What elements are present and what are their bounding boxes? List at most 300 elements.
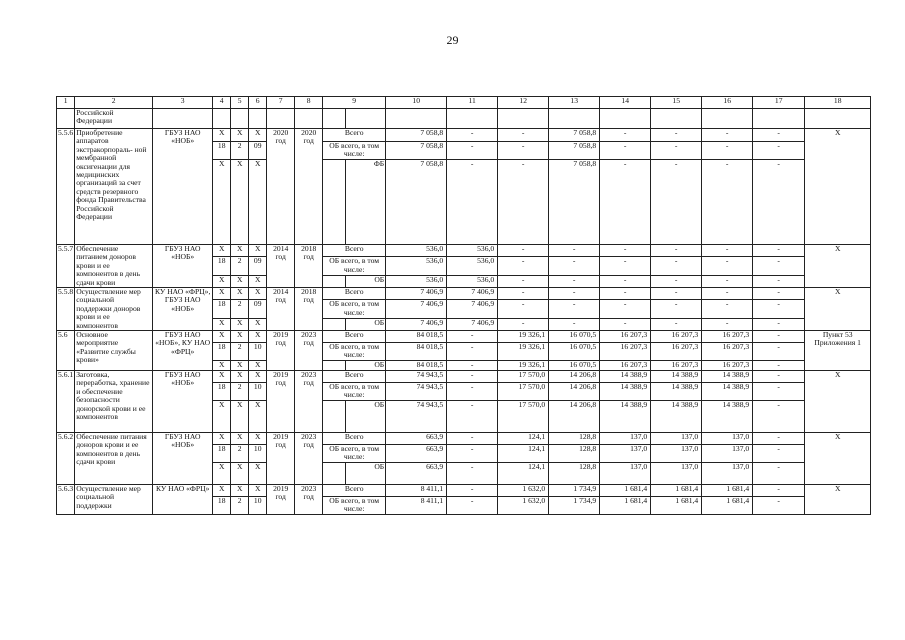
value-cell: - [753,318,805,330]
source-label: ОБ всего, в том числе: [323,383,386,401]
code-cell: 2 [231,142,249,160]
code-cell: X [231,275,249,287]
value-cell: - [498,300,549,318]
code-cell: 10 [249,445,267,463]
value-cell: - [702,129,753,142]
value-cell: 1 632,0 [498,497,549,515]
code-cell: 09 [249,257,267,275]
code-cell: 2 [231,383,249,401]
value-cell: 137,0 [702,463,753,485]
value-cell: - [753,245,805,257]
value-cell: 7 406,9 [386,288,447,300]
table-cell [295,109,323,129]
value-cell: - [600,257,651,275]
value-cell: - [651,300,702,318]
item-name: Основное мероприятие «Развитие службы крови» [75,331,153,371]
code-cell: X [249,129,267,142]
value-cell: 16 207,3 [702,331,753,343]
value-cell: 14 388,9 [651,383,702,401]
value-cell: 17 570,0 [498,401,549,433]
value-cell: 14 388,9 [600,401,651,433]
item-number: 5.6.1 [57,371,75,433]
value-cell: - [549,257,600,275]
code-cell: 2 [231,445,249,463]
code-cell: 2 [231,343,249,361]
value-cell: - [498,257,549,275]
code-cell: 10 [249,497,267,515]
code-cell: 10 [249,343,267,361]
item-number: 5.5.7 [57,245,75,288]
page-number: 29 [446,33,459,47]
value-cell: 1 681,4 [600,485,651,497]
value-cell: - [753,433,805,445]
item-executor: ГБУЗ НАО «НОБ», КУ НАО «ФРЦ» [153,331,213,371]
code-cell: 2 [231,497,249,515]
value-cell: 137,0 [600,463,651,485]
source-label: ОБ всего, в том числе: [323,142,386,160]
value-cell: - [498,288,549,300]
item-executor: ГБУЗ НАО «НОБ» [153,371,213,433]
value-cell: - [702,300,753,318]
value-cell: 536,0 [386,275,447,287]
value-cell: 74 943,5 [386,383,447,401]
value-cell: 14 388,9 [702,383,753,401]
value-cell: 536,0 [386,245,447,257]
start-year: 2019 год [267,371,295,433]
value-cell: - [651,142,702,160]
column-header: 12 [498,97,549,109]
item-executor: КУ НАО «ФРЦ», ГБУЗ НАО «НОБ» [153,288,213,331]
value-cell: 14 388,9 [702,401,753,433]
end-year: 2023 год [295,371,323,433]
code-cell: X [249,463,267,485]
code-cell: X [213,371,231,383]
code-cell: X [249,318,267,330]
source-label: Всего [323,331,386,343]
column-header: 9 [323,97,386,109]
code-cell: X [231,318,249,330]
value-cell: - [549,300,600,318]
code-cell: X [213,318,231,330]
column-header: 13 [549,97,600,109]
item-executor: ГБУЗ НАО «НОБ» [153,245,213,288]
code-cell: X [231,371,249,383]
end-year: 2018 год [295,288,323,331]
value-cell: 7 058,8 [549,160,600,245]
value-cell: 7 406,9 [386,318,447,330]
value-cell: - [447,463,498,485]
code-cell: X [231,433,249,445]
column-header: 6 [249,97,267,109]
item-executor: КУ НАО «ФРЦ» [153,485,213,515]
item-number: 5.6.3 [57,485,75,515]
table-row [57,433,871,445]
code-cell: X [249,433,267,445]
column-header: 18 [805,97,871,109]
value-cell: 7 058,8 [549,142,600,160]
source-label: ОБ [346,401,386,433]
value-cell: - [753,331,805,343]
value-cell: 536,0 [447,245,498,257]
code-cell: 18 [213,142,231,160]
value-cell: - [447,331,498,343]
value-cell: - [600,318,651,330]
header-row [57,97,871,109]
value-cell: - [498,245,549,257]
item-name: Заготовка, переработка, хранение и обеспечение безопасности донорской крови и ее компонентов [75,371,153,433]
source-indent [323,160,346,245]
source-indent [323,361,346,371]
value-cell: 19 326,1 [498,331,549,343]
value-cell: 8 411,1 [386,485,447,497]
table-cell [753,109,805,129]
value-cell: 17 570,0 [498,371,549,383]
value-cell: 663,9 [386,433,447,445]
value-cell: - [549,245,600,257]
value-cell: 84 018,5 [386,331,447,343]
code-cell: X [249,245,267,257]
value-cell: 16 070,5 [549,343,600,361]
value-cell: - [651,288,702,300]
value-cell: - [600,142,651,160]
code-cell: 18 [213,383,231,401]
column-header: 15 [651,97,702,109]
value-cell: - [498,129,549,142]
end-year: 2020 год [295,129,323,245]
column-header: 17 [753,97,805,109]
value-cell: 16 207,3 [600,331,651,343]
table-cell [213,109,231,129]
value-cell: 536,0 [447,257,498,275]
source-label: Всего [323,245,386,257]
code-cell: X [231,160,249,245]
table-cell [231,109,249,129]
column-header: 2 [75,97,153,109]
item-executor: ГБУЗ НАО «НОБ» [153,433,213,485]
code-cell: X [213,275,231,287]
table-row [57,371,871,383]
code-cell: 18 [213,257,231,275]
source-indent [323,275,346,287]
code-cell: X [213,245,231,257]
value-cell: 128,8 [549,463,600,485]
value-cell: 124,1 [498,463,549,485]
item-note: X [805,485,871,515]
code-cell: X [213,361,231,371]
code-cell: X [213,331,231,343]
value-cell: 16 207,3 [651,361,702,371]
item-executor: ГБУЗ НАО «НОБ» [153,129,213,245]
source-label: ОБ [346,463,386,485]
value-cell: 19 326,1 [498,361,549,371]
code-cell: 18 [213,497,231,515]
code-cell: X [213,160,231,245]
code-cell: X [249,401,267,433]
code-cell: X [213,401,231,433]
code-cell: 09 [249,142,267,160]
code-cell: 18 [213,343,231,361]
value-cell: - [753,463,805,485]
code-cell: X [231,463,249,485]
value-cell: 1 681,4 [651,485,702,497]
value-cell: 14 206,8 [549,383,600,401]
value-cell: - [447,445,498,463]
table-row [57,245,871,257]
table-row [57,109,871,129]
start-year: 2019 год [267,433,295,485]
source-label: Всего [323,129,386,142]
value-cell: 124,1 [498,445,549,463]
value-cell: 7 406,9 [386,300,447,318]
column-header: 1 [57,97,75,109]
value-cell: 74 943,5 [386,371,447,383]
value-cell: - [447,383,498,401]
value-cell: - [651,129,702,142]
value-cell: - [702,288,753,300]
source-label: ОБ [346,275,386,287]
value-cell: - [753,497,805,515]
value-cell: 128,8 [549,433,600,445]
source-indent [323,463,346,485]
value-cell: - [600,300,651,318]
value-cell: - [600,129,651,142]
column-header: 11 [447,97,498,109]
start-year: 2014 год [267,288,295,331]
value-cell: - [702,160,753,245]
code-cell: X [249,331,267,343]
value-cell: 137,0 [600,445,651,463]
value-cell: 7 406,9 [447,300,498,318]
table-row [57,129,871,142]
end-year: 2023 год [295,331,323,371]
value-cell: - [753,160,805,245]
code-cell: 09 [249,300,267,318]
value-cell: 137,0 [600,433,651,445]
value-cell: 16 207,3 [600,343,651,361]
code-cell: 2 [231,300,249,318]
start-year: 2014 год [267,245,295,288]
value-cell: - [753,257,805,275]
value-cell: 14 388,9 [651,401,702,433]
value-cell: - [600,288,651,300]
value-cell: 14 206,8 [549,371,600,383]
value-cell: - [549,318,600,330]
item-name: Обеспечение питанием доноров крови и ее компонентов в день сдачи крови [75,245,153,288]
code-cell: X [213,463,231,485]
value-cell: - [753,371,805,383]
source-label: Всего [323,485,386,497]
code-cell: X [249,371,267,383]
source-indent [323,318,346,330]
value-cell: 16 207,3 [702,361,753,371]
value-cell: - [498,160,549,245]
code-cell: X [249,485,267,497]
value-cell: 16 207,3 [651,331,702,343]
item-note: X [805,433,871,485]
column-header: 4 [213,97,231,109]
code-cell: 10 [249,383,267,401]
value-cell: - [651,318,702,330]
code-cell: X [249,275,267,287]
value-cell: 137,0 [651,463,702,485]
value-cell: 14 388,9 [702,371,753,383]
value-cell: 137,0 [702,445,753,463]
value-cell: - [753,401,805,433]
item-note: X [805,129,871,245]
value-cell: 536,0 [447,275,498,287]
table-cell [702,109,753,129]
value-cell: 14 388,9 [651,371,702,383]
value-cell: - [447,343,498,361]
value-cell: - [753,288,805,300]
value-cell: - [753,445,805,463]
value-cell: - [447,371,498,383]
value-cell: 7 058,8 [386,129,447,142]
value-cell: 1 632,0 [498,485,549,497]
value-cell: 1 681,4 [702,485,753,497]
code-cell: X [213,485,231,497]
value-cell: 14 388,9 [600,383,651,401]
value-cell: 7 058,8 [386,160,447,245]
value-cell: - [447,361,498,371]
column-header: 7 [267,97,295,109]
value-cell: - [702,142,753,160]
value-cell: - [753,485,805,497]
value-cell: - [651,245,702,257]
table-cell [600,109,651,129]
value-cell: 137,0 [651,433,702,445]
value-cell: 7 406,9 [447,318,498,330]
table-cell [249,109,267,129]
value-cell: 14 388,9 [600,371,651,383]
value-cell: 14 206,8 [549,401,600,433]
table-cell [346,109,386,129]
value-cell: 16 207,3 [600,361,651,371]
item-note: X [805,288,871,331]
table-cell [549,109,600,129]
value-cell: 16 207,3 [651,343,702,361]
value-cell: 1 734,9 [549,485,600,497]
value-cell: 663,9 [386,463,447,485]
item-note: X [805,371,871,433]
end-year: 2023 год [295,433,323,485]
value-cell: 7 058,8 [549,129,600,142]
start-year: 2020 год [267,129,295,245]
value-cell: - [447,433,498,445]
item-name: Осуществление мер социальной поддержки доноров крови и ее компонентов [75,288,153,331]
column-header: 8 [295,97,323,109]
source-label: ОБ [346,318,386,330]
source-indent [323,401,346,433]
code-cell: X [231,401,249,433]
value-cell: 84 018,5 [386,343,447,361]
table-cell [267,109,295,129]
value-cell: - [753,383,805,401]
code-cell: X [213,129,231,142]
value-cell: - [753,129,805,142]
item-name: Обеспечение питания доноров крови и ее компонентов в день сдачи крови [75,433,153,485]
value-cell: - [447,142,498,160]
value-cell: - [651,275,702,287]
table-row [57,331,871,343]
value-cell: 16 207,3 [702,343,753,361]
code-cell: 18 [213,445,231,463]
table-cell [805,109,871,129]
code-cell: 18 [213,300,231,318]
value-cell: - [702,275,753,287]
column-header: 10 [386,97,447,109]
source-label: ОБ всего, в том числе: [323,497,386,515]
value-cell: 1 734,9 [549,497,600,515]
value-cell: 7 406,9 [447,288,498,300]
start-year: 2019 год [267,331,295,371]
column-header: 16 [702,97,753,109]
value-cell: 128,8 [549,445,600,463]
code-cell: X [231,361,249,371]
item-note: Пункт 53 Приложения 1 [805,331,871,371]
value-cell: - [753,142,805,160]
value-cell: 19 326,1 [498,343,549,361]
table-cell [447,109,498,129]
code-cell: X [249,160,267,245]
value-cell: - [447,497,498,515]
value-cell: - [498,318,549,330]
source-label: ОБ всего, в том числе: [323,300,386,318]
item-number: 5.5.8 [57,288,75,331]
value-cell: 1 681,4 [651,497,702,515]
value-cell: - [447,129,498,142]
source-label: ОБ [346,361,386,371]
value-cell: - [498,142,549,160]
value-cell: - [702,257,753,275]
code-cell: X [231,129,249,142]
table-cell [57,109,75,129]
column-header: 5 [231,97,249,109]
source-label: ФБ [346,160,386,245]
value-cell: - [651,160,702,245]
code-cell: X [231,288,249,300]
value-cell: - [753,361,805,371]
source-label: ОБ всего, в том числе: [323,257,386,275]
value-cell: 663,9 [386,445,447,463]
value-cell: 16 070,5 [549,331,600,343]
value-cell: - [600,275,651,287]
item-number: 5.6.2 [57,433,75,485]
value-cell: - [447,401,498,433]
column-header: 3 [153,97,213,109]
value-cell: 16 070,5 [549,361,600,371]
value-cell: - [753,275,805,287]
column-header: 14 [600,97,651,109]
source-label: Всего [323,433,386,445]
start-year: 2019 год [267,485,295,515]
table-cell [386,109,447,129]
source-label: Всего [323,288,386,300]
end-year: 2023 год [295,485,323,515]
code-cell: X [249,288,267,300]
value-cell: - [600,160,651,245]
code-cell: X [213,433,231,445]
value-cell: 7 058,8 [386,142,447,160]
value-cell: - [549,288,600,300]
item-number: 5.5.6 [57,129,75,245]
value-cell: 17 570,0 [498,383,549,401]
value-cell: - [753,300,805,318]
value-cell: - [651,257,702,275]
value-cell: - [549,275,600,287]
code-cell: X [231,485,249,497]
value-cell: 1 681,4 [600,497,651,515]
